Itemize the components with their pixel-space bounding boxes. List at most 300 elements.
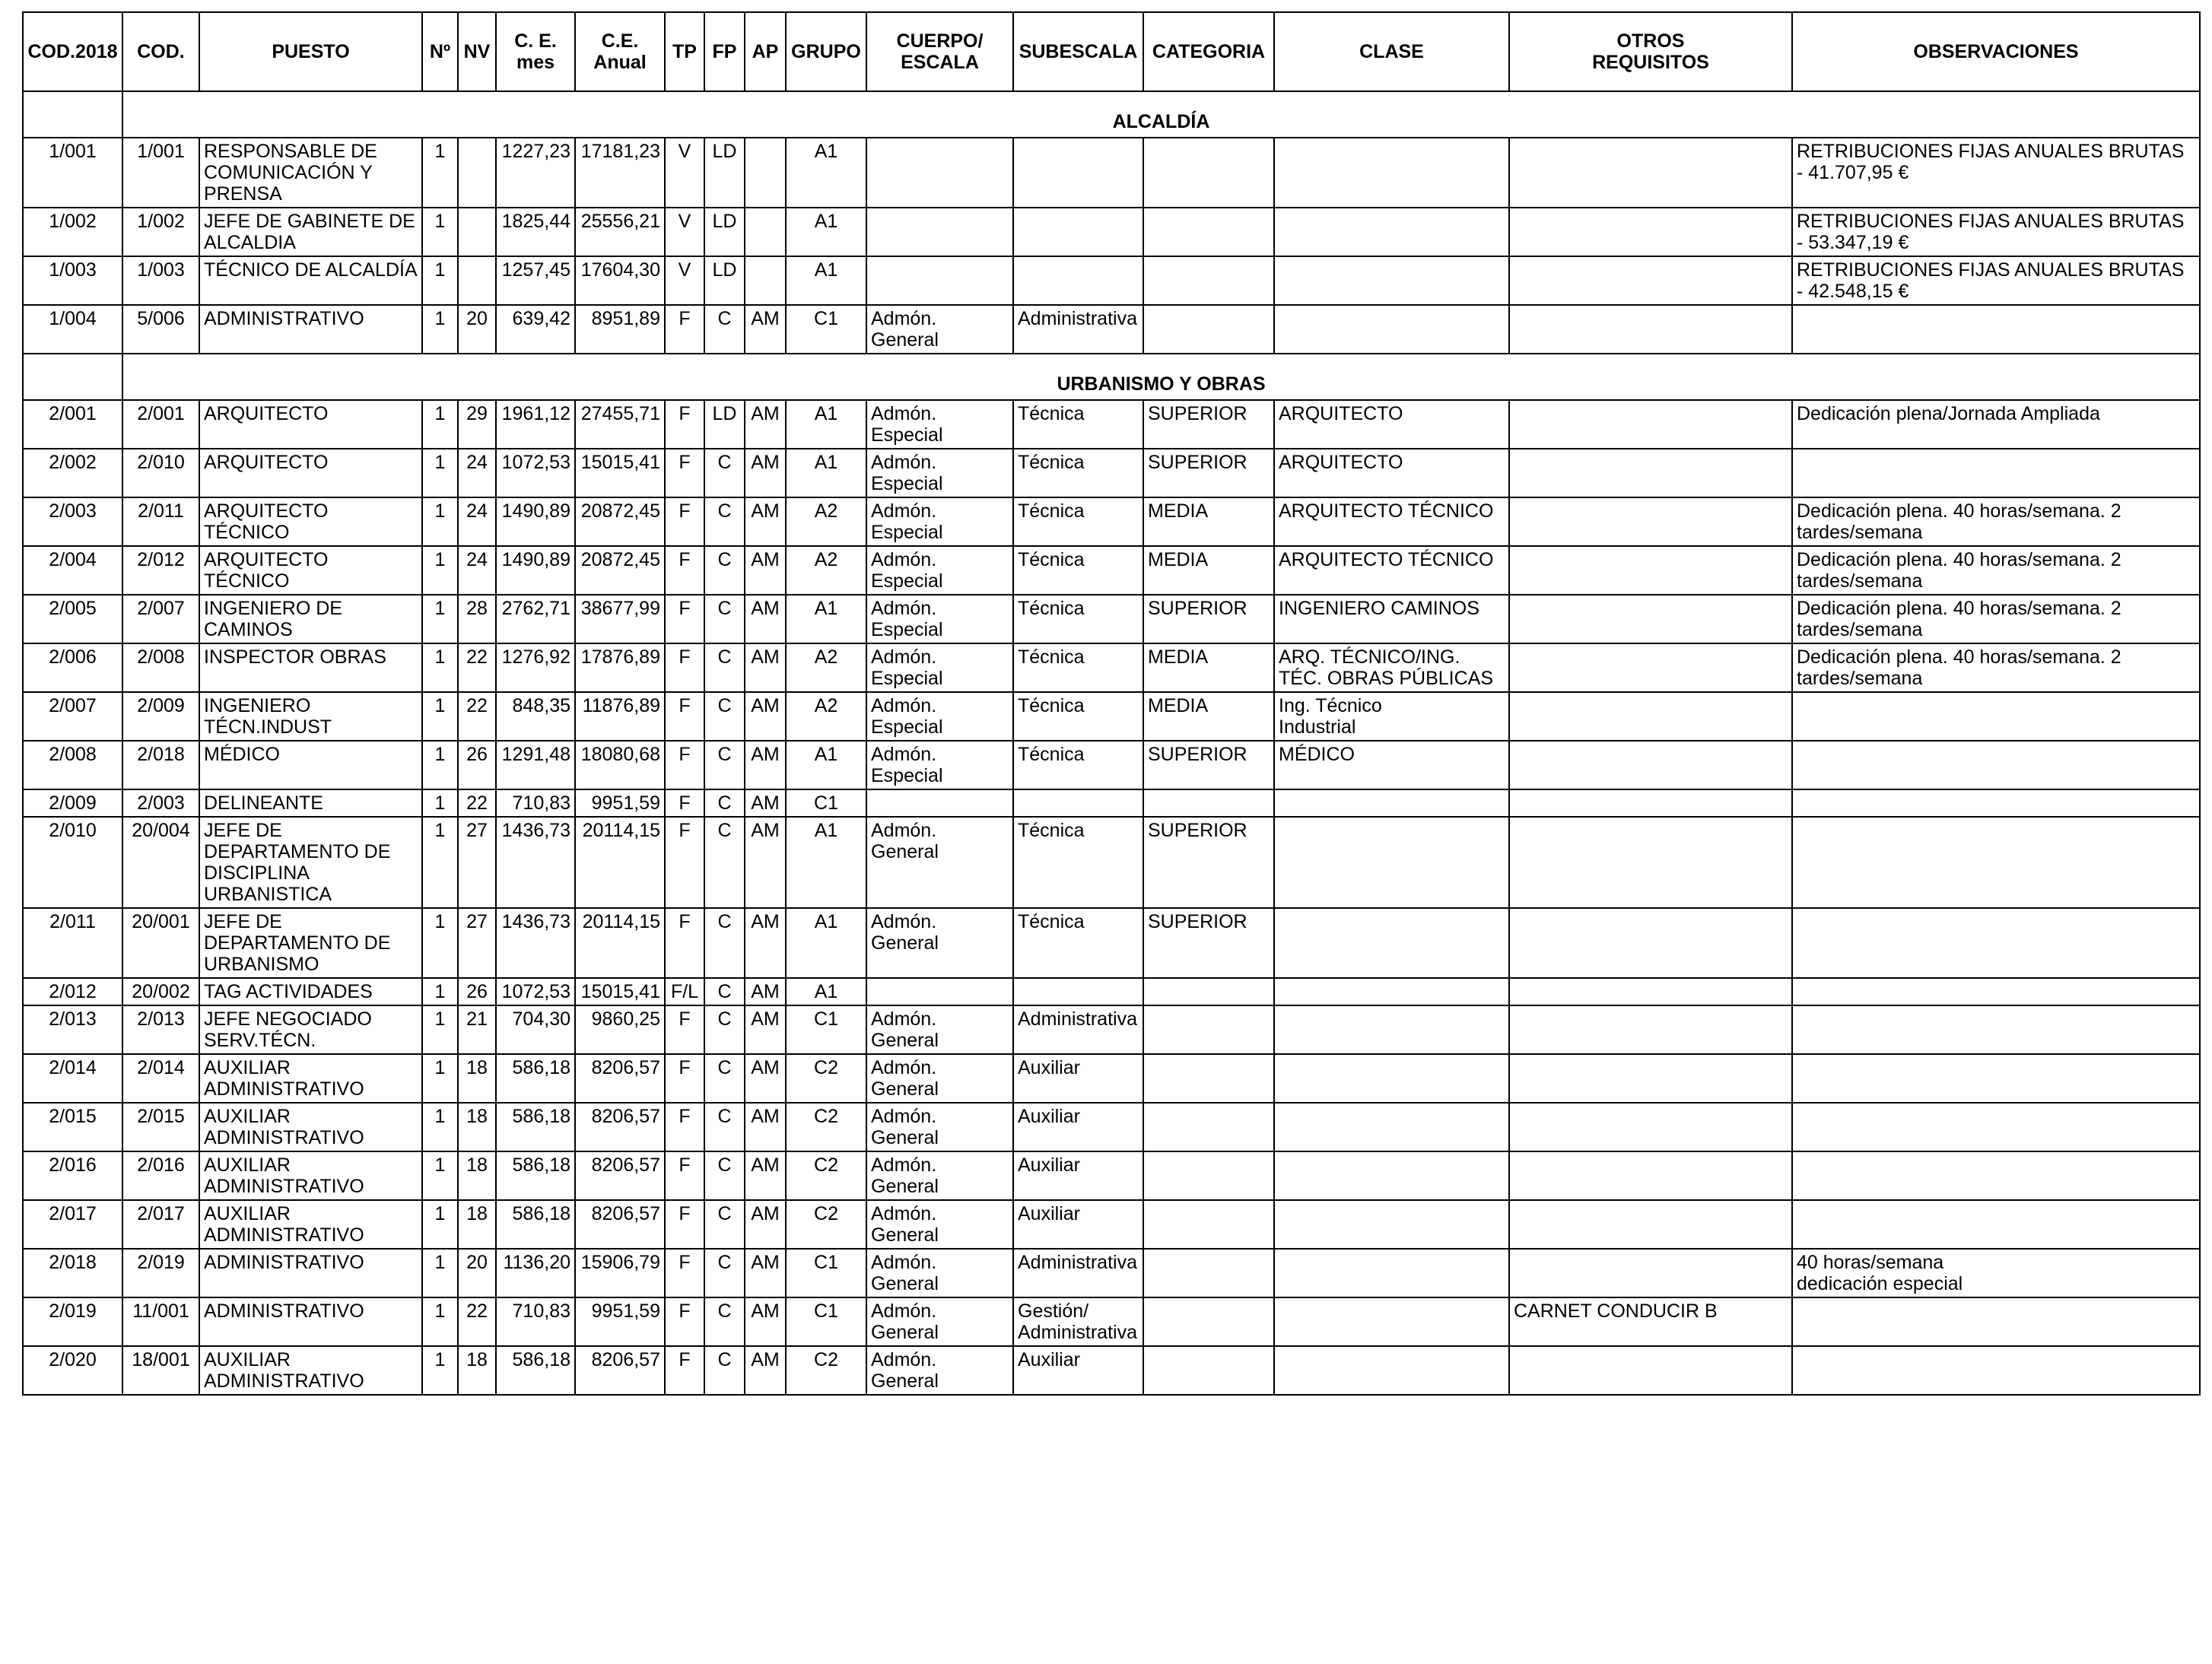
cell-grupo: C1 [786,1297,866,1346]
cell-ap: AM [745,305,786,354]
cell-ce-anual: 38677,99 [575,595,665,643]
cell-ap: AM [745,497,786,546]
col-header-n: Nº [422,12,458,91]
table-row [23,692,2200,741]
cell-ap [745,208,786,256]
cell-tp: F [665,1054,704,1103]
cell-ce-anual: 8206,57 [575,1151,665,1200]
cell-cod: 20/001 [122,908,199,978]
table-row [23,1103,2200,1151]
cell-observaciones [1792,1151,2200,1200]
cell-ce-mes: 1961,12 [496,400,575,449]
cell-ce-mes: 1436,73 [496,908,575,978]
cell-ap: AM [745,692,786,741]
cell-n: 1 [422,449,458,497]
cell-nv [458,256,496,305]
cell-ap: AM [745,1297,786,1346]
cell-fp: C [704,1297,745,1346]
cell-subescala [1013,978,1143,1005]
cell-puesto: INGENIERO TÉCN.INDUST [199,692,422,741]
cell-cuerpo-escala: Admón. General [866,1249,1013,1297]
cell-ap: AM [745,1249,786,1297]
cell-fp: C [704,978,745,1005]
cell-ap: AM [745,1200,786,1249]
cell-ap: AM [745,978,786,1005]
table-row [23,1249,2200,1297]
cell-n: 1 [422,497,458,546]
cell-ap: AM [745,1005,786,1054]
cell-cod2018: 2/017 [23,1200,122,1249]
cell-ce-anual: 8206,57 [575,1103,665,1151]
cell-ap: AM [745,1151,786,1200]
cell-nv: 24 [458,497,496,546]
cell-clase: INGENIERO CAMINOS [1274,595,1509,643]
cell-n: 1 [422,595,458,643]
cell-grupo: C1 [786,305,866,354]
cell-tp: F [665,692,704,741]
cell-observaciones [1792,741,2200,789]
col-header-observaciones: OBSERVACIONES [1792,12,2200,91]
table-row [23,1005,2200,1054]
cell-subescala: Técnica [1013,595,1143,643]
cell-nv: 27 [458,817,496,908]
cell-n: 1 [422,546,458,595]
cell-cuerpo-escala: Admón. General [866,1200,1013,1249]
cell-ce-anual: 25556,21 [575,208,665,256]
cell-nv: 24 [458,449,496,497]
cell-subescala: Técnica [1013,449,1143,497]
cell-n: 1 [422,1249,458,1297]
cell-otros-requisitos [1509,400,1792,449]
cell-observaciones: Dedicación plena/Jornada Ampliada [1792,400,2200,449]
cell-otros-requisitos [1509,305,1792,354]
cell-clase [1274,256,1509,305]
cell-ap [745,256,786,305]
cell-subescala: Técnica [1013,400,1143,449]
cell-clase: Ing. Técnico Industrial [1274,692,1509,741]
cell-puesto: AUXILIAR ADMINISTRATIVO [199,1200,422,1249]
cell-tp: F [665,643,704,692]
table-row [23,449,2200,497]
cell-ce-anual: 27455,71 [575,400,665,449]
cell-categoria [1143,1200,1274,1249]
cell-grupo: A1 [786,908,866,978]
cell-grupo: A1 [786,449,866,497]
table-row [23,305,2200,354]
cell-fp: LD [704,138,745,208]
cell-puesto: ARQUITECTO [199,449,422,497]
cell-observaciones [1792,1103,2200,1151]
cell-ap: AM [745,595,786,643]
cell-grupo: A1 [786,400,866,449]
cell-puesto: ADMINISTRATIVO [199,305,422,354]
cell-nv: 18 [458,1054,496,1103]
cell-grupo: C1 [786,789,866,817]
cell-clase [1274,1200,1509,1249]
cell-otros-requisitos [1509,643,1792,692]
cell-ce-mes: 1136,20 [496,1249,575,1297]
cell-observaciones: Dedicación plena. 40 horas/semana. 2 tardes/semana [1792,497,2200,546]
cell-subescala [1013,208,1143,256]
cell-cuerpo-escala [866,978,1013,1005]
cell-nv: 22 [458,692,496,741]
col-header-cod: COD. [122,12,199,91]
cell-grupo: C2 [786,1151,866,1200]
cell-cuerpo-escala: Admón. General [866,1005,1013,1054]
table-row [23,400,2200,449]
cell-fp: C [704,741,745,789]
cell-puesto: JEFE NEGOCIADO SERV.TÉCN. [199,1005,422,1054]
cell-fp: C [704,1200,745,1249]
cell-categoria [1143,1346,1274,1395]
cell-categoria: SUPERIOR [1143,400,1274,449]
cell-ce-mes: 1291,48 [496,741,575,789]
cell-nv: 24 [458,546,496,595]
cell-fp: C [704,643,745,692]
cell-cuerpo-escala: Admón. Especial [866,449,1013,497]
table-row [23,1151,2200,1200]
cell-grupo: C2 [786,1200,866,1249]
cell-cod: 20/002 [122,978,199,1005]
cell-n: 1 [422,305,458,354]
cell-n: 1 [422,400,458,449]
cell-cuerpo-escala: Admón. General [866,305,1013,354]
cell-fp: C [704,692,745,741]
cell-cod: 1/002 [122,208,199,256]
cell-cod: 5/006 [122,305,199,354]
cell-cod: 2/014 [122,1054,199,1103]
cell-grupo: C2 [786,1054,866,1103]
cell-observaciones [1792,449,2200,497]
cell-puesto: ARQUITECTO TÉCNICO [199,546,422,595]
cell-categoria [1143,978,1274,1005]
cell-ce-anual: 20872,45 [575,546,665,595]
cell-grupo: C2 [786,1103,866,1151]
cell-tp: F [665,1346,704,1395]
cell-cod2018: 2/016 [23,1151,122,1200]
cell-otros-requisitos [1509,1151,1792,1200]
cell-nv: 22 [458,789,496,817]
cell-nv: 21 [458,1005,496,1054]
cell-n: 1 [422,256,458,305]
cell-ce-anual: 8206,57 [575,1054,665,1103]
cell-observaciones [1792,1200,2200,1249]
cell-tp: F [665,305,704,354]
table-row [23,497,2200,546]
cell-ce-mes: 1257,45 [496,256,575,305]
table-row [23,138,2200,208]
table-row [23,595,2200,643]
cell-n: 1 [422,908,458,978]
cell-clase [1274,208,1509,256]
cell-ce-mes: 710,83 [496,789,575,817]
table-row [23,643,2200,692]
cell-cuerpo-escala: Admón. General [866,1297,1013,1346]
cell-categoria [1143,138,1274,208]
cell-grupo: A2 [786,643,866,692]
cell-subescala [1013,138,1143,208]
cell-cod2018: 1/001 [23,138,122,208]
cell-subescala: Auxiliar [1013,1200,1143,1249]
cell-cod: 2/012 [122,546,199,595]
cell-puesto: INGENIERO DE CAMINOS [199,595,422,643]
cell-tp: F [665,741,704,789]
cell-cod: 2/011 [122,497,199,546]
cell-otros-requisitos [1509,546,1792,595]
cell-ce-anual: 11876,89 [575,692,665,741]
cell-observaciones: 40 horas/semana dedicación especial [1792,1249,2200,1297]
cell-clase [1274,908,1509,978]
col-header-cod2018: COD.2018 [23,12,122,91]
cell-otros-requisitos: CARNET CONDUCIR B [1509,1297,1792,1346]
cell-categoria: MEDIA [1143,546,1274,595]
cell-categoria [1143,305,1274,354]
cell-fp: C [704,305,745,354]
cell-ce-anual: 20114,15 [575,908,665,978]
cell-fp: C [704,1151,745,1200]
cell-otros-requisitos [1509,208,1792,256]
cell-ce-anual: 15015,41 [575,449,665,497]
table-row [23,208,2200,256]
cell-ce-mes: 1276,92 [496,643,575,692]
cell-puesto: ARQUITECTO TÉCNICO [199,497,422,546]
cell-cuerpo-escala: Admón. Especial [866,741,1013,789]
cell-otros-requisitos [1509,692,1792,741]
cell-cod2018: 2/002 [23,449,122,497]
cell-subescala [1013,789,1143,817]
cell-ce-mes: 704,30 [496,1005,575,1054]
cell-otros-requisitos [1509,1200,1792,1249]
cell-ce-mes: 639,42 [496,305,575,354]
section-header-row [23,91,2200,138]
cell-ap: AM [745,908,786,978]
table-row [23,741,2200,789]
cell-cuerpo-escala [866,208,1013,256]
cell-clase [1274,1249,1509,1297]
cell-fp: LD [704,208,745,256]
cell-subescala: Técnica [1013,643,1143,692]
cell-cod2018: 2/004 [23,546,122,595]
cell-otros-requisitos [1509,1005,1792,1054]
cell-cod: 11/001 [122,1297,199,1346]
cell-cod: 2/007 [122,595,199,643]
cell-categoria [1143,1005,1274,1054]
cell-clase [1274,1151,1509,1200]
cell-categoria: MEDIA [1143,643,1274,692]
cell-ce-anual: 8206,57 [575,1200,665,1249]
cell-clase [1274,817,1509,908]
cell-cod2018: 2/007 [23,692,122,741]
cell-ap [745,138,786,208]
cell-cod2018: 2/003 [23,497,122,546]
cell-grupo: A1 [786,817,866,908]
table-row [23,789,2200,817]
cell-nv: 26 [458,741,496,789]
cell-ap: AM [745,741,786,789]
cell-cuerpo-escala: Admón. General [866,1054,1013,1103]
section-blank-cell [23,91,122,138]
cell-categoria [1143,1103,1274,1151]
cell-cod2018: 1/004 [23,305,122,354]
cell-categoria: SUPERIOR [1143,595,1274,643]
cell-nv: 22 [458,643,496,692]
cell-subescala: Administrativa [1013,305,1143,354]
col-header-nv: NV [458,12,496,91]
cell-n: 1 [422,208,458,256]
cell-categoria [1143,1249,1274,1297]
col-header-grupo: GRUPO [786,12,866,91]
cell-cuerpo-escala [866,256,1013,305]
cell-n: 1 [422,1346,458,1395]
cell-categoria [1143,1151,1274,1200]
cell-categoria: MEDIA [1143,692,1274,741]
cell-tp: F [665,1103,704,1151]
col-header-otros-requisitos: OTROS REQUISITOS [1509,12,1792,91]
cell-nv: 18 [458,1151,496,1200]
cell-cod: 2/008 [122,643,199,692]
cell-cuerpo-escala: Admón. Especial [866,643,1013,692]
cell-subescala: Técnica [1013,817,1143,908]
cell-n: 1 [422,789,458,817]
table-row [23,546,2200,595]
cell-tp: V [665,208,704,256]
cell-clase: ARQUITECTO TÉCNICO [1274,497,1509,546]
cell-grupo: C1 [786,1249,866,1297]
cell-nv [458,208,496,256]
cell-nv: 20 [458,305,496,354]
cell-cuerpo-escala: Admón. Especial [866,400,1013,449]
cell-clase [1274,1346,1509,1395]
cell-cuerpo-escala: Admón. Especial [866,595,1013,643]
cell-puesto: ADMINISTRATIVO [199,1297,422,1346]
table-row [23,1297,2200,1346]
cell-grupo: A1 [786,595,866,643]
cell-fp: C [704,497,745,546]
cell-cod: 1/001 [122,138,199,208]
cell-ce-anual: 18080,68 [575,741,665,789]
cell-categoria: SUPERIOR [1143,741,1274,789]
cell-clase [1274,1054,1509,1103]
cell-cod2018: 2/008 [23,741,122,789]
cell-nv [458,138,496,208]
cell-observaciones: RETRIBUCIONES FIJAS ANUALES BRUTAS - 41.707,95 € [1792,138,2200,208]
cell-categoria: MEDIA [1143,497,1274,546]
section-header-row [23,354,2200,400]
cell-tp: F [665,1005,704,1054]
cell-fp: C [704,595,745,643]
cell-clase [1274,1297,1509,1346]
cell-categoria [1143,256,1274,305]
cell-subescala: Administrativa [1013,1005,1143,1054]
cell-observaciones [1792,789,2200,817]
col-header-cuerpo-escala: CUERPO/ ESCALA [866,12,1013,91]
cell-puesto: INSPECTOR OBRAS [199,643,422,692]
cell-puesto: AUXILIAR ADMINISTRATIVO [199,1151,422,1200]
cell-clase: ARQ. TÉCNICO/ING. TÉC. OBRAS PÚBLICAS [1274,643,1509,692]
cell-clase [1274,305,1509,354]
cell-nv: 26 [458,978,496,1005]
cell-cod2018: 2/009 [23,789,122,817]
cell-observaciones: Dedicación plena. 40 horas/semana. 2 tardes/semana [1792,595,2200,643]
cell-puesto: DELINEANTE [199,789,422,817]
cell-tp: F [665,817,704,908]
cell-fp: LD [704,256,745,305]
cell-clase [1274,1005,1509,1054]
cell-ce-anual: 9860,25 [575,1005,665,1054]
cell-fp: C [704,449,745,497]
cell-categoria: SUPERIOR [1143,449,1274,497]
cell-ce-anual: 9951,59 [575,1297,665,1346]
cell-cuerpo-escala: Admón. Especial [866,497,1013,546]
cell-grupo: A2 [786,546,866,595]
cell-grupo: A1 [786,138,866,208]
cell-n: 1 [422,692,458,741]
cell-tp: F [665,595,704,643]
cell-puesto: AUXILIAR ADMINISTRATIVO [199,1346,422,1395]
cell-nv: 29 [458,400,496,449]
cell-n: 1 [422,978,458,1005]
cell-cod: 2/009 [122,692,199,741]
col-header-ap: AP [745,12,786,91]
cell-ce-anual: 8206,57 [575,1346,665,1395]
col-header-fp: FP [704,12,745,91]
cell-categoria [1143,1054,1274,1103]
cell-nv: 28 [458,595,496,643]
cell-cod2018: 2/019 [23,1297,122,1346]
cell-cod2018: 2/011 [23,908,122,978]
cell-cod2018: 2/018 [23,1249,122,1297]
cell-ce-anual: 17181,23 [575,138,665,208]
cell-subescala: Técnica [1013,497,1143,546]
cell-categoria [1143,208,1274,256]
cell-otros-requisitos [1509,449,1792,497]
cell-puesto: ADMINISTRATIVO [199,1249,422,1297]
cell-fp: C [704,817,745,908]
cell-puesto: ARQUITECTO [199,400,422,449]
cell-tp: F [665,1297,704,1346]
cell-tp: V [665,138,704,208]
table-body [23,91,2200,1395]
cell-ap: AM [745,643,786,692]
cell-n: 1 [422,138,458,208]
cell-nv: 27 [458,908,496,978]
cell-otros-requisitos [1509,595,1792,643]
cell-n: 1 [422,741,458,789]
cell-n: 1 [422,1297,458,1346]
cell-cod: 2/003 [122,789,199,817]
cell-nv: 18 [458,1346,496,1395]
table-row [23,978,2200,1005]
cell-subescala: Administrativa [1013,1249,1143,1297]
cell-subescala: Técnica [1013,741,1143,789]
col-header-subescala: SUBESCALA [1013,12,1143,91]
cell-clase [1274,138,1509,208]
cell-clase [1274,789,1509,817]
cell-otros-requisitos [1509,817,1792,908]
table-row [23,817,2200,908]
table-row [23,1200,2200,1249]
cell-ce-mes: 2762,71 [496,595,575,643]
cell-ce-mes: 586,18 [496,1103,575,1151]
cell-ce-mes: 710,83 [496,1297,575,1346]
cell-ap: AM [745,789,786,817]
table-row [23,908,2200,978]
col-header-clase: CLASE [1274,12,1509,91]
col-header-tp: TP [665,12,704,91]
cell-ce-anual: 20872,45 [575,497,665,546]
cell-tp: F [665,497,704,546]
cell-otros-requisitos [1509,908,1792,978]
